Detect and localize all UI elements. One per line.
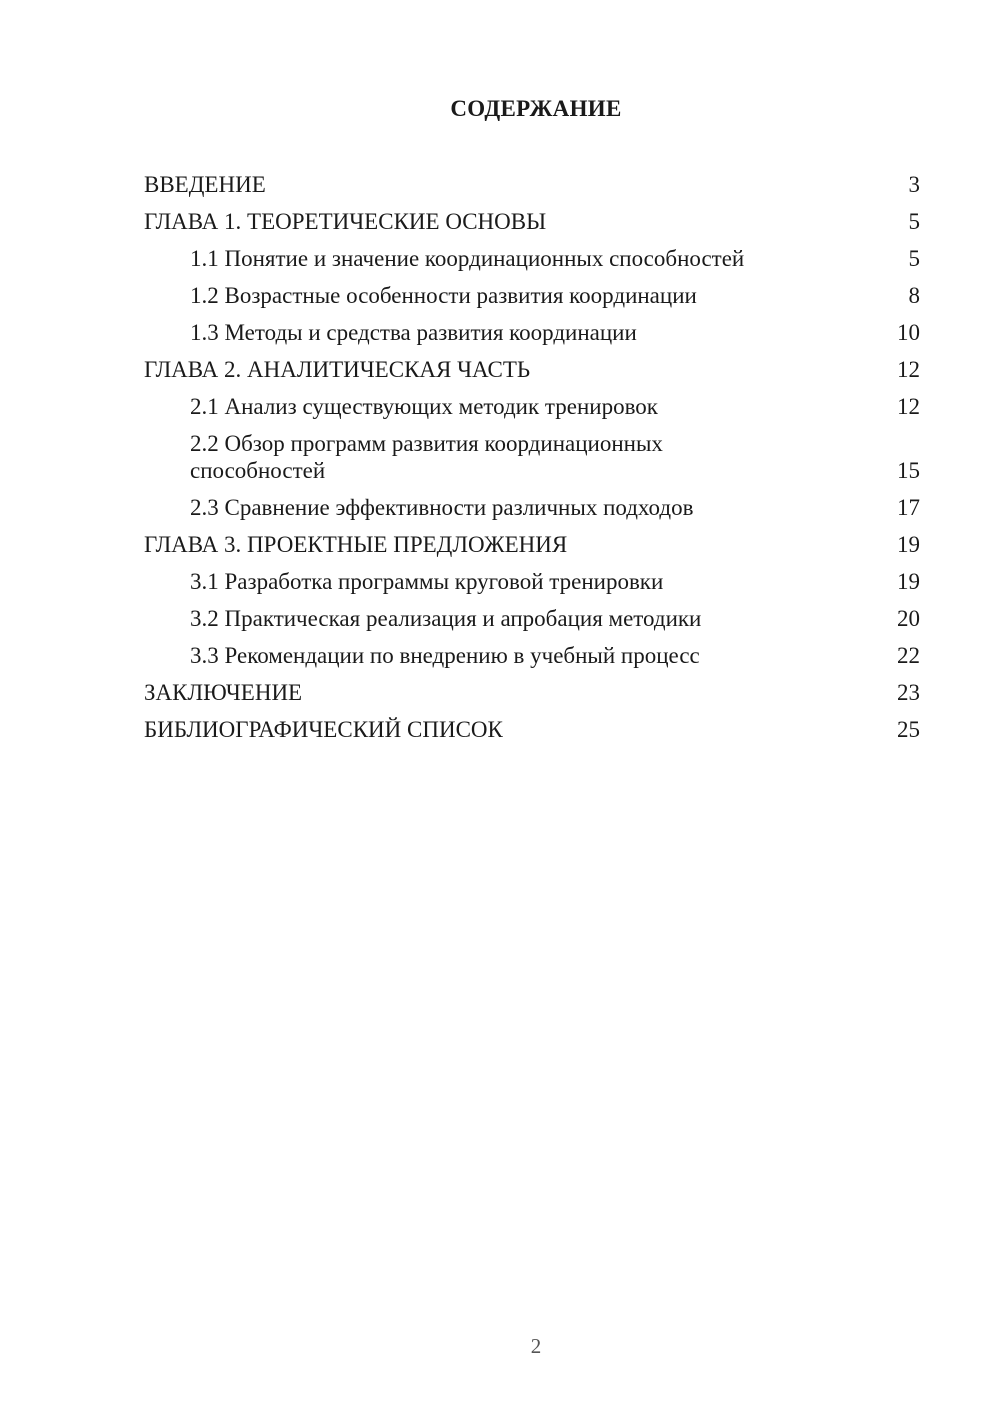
toc-entry-section-2-3[interactable]	[144, 489, 920, 526]
toc-entry-section-3-2[interactable]	[144, 600, 920, 637]
toc-entry-section-1-3[interactable]	[144, 314, 920, 351]
toc-entry-section-3-3[interactable]	[144, 637, 920, 674]
toc-entry-label: 3.1 Разработка программы круговой тренировки	[190, 569, 664, 594]
toc-entry-label: БИБЛИОГРАФИЧЕСКИЙ СПИСОК	[144, 717, 503, 742]
toc-entry-page: 23	[897, 680, 920, 705]
toc-entry-page: 12	[897, 394, 920, 419]
toc-entry-page: 12	[897, 357, 920, 382]
toc-entry-label: ГЛАВА 1. ТЕОРЕТИЧЕСКИЕ ОСНОВЫ	[144, 209, 547, 234]
toc-entry-chapter-3[interactable]	[144, 526, 920, 563]
page-title: СОДЕРЖАНИЕ	[450, 96, 622, 121]
toc-entry-label: 3.3 Рекомендации по внедрению в учебный процесс	[190, 643, 700, 668]
toc-entry-label: ЗАКЛЮЧЕНИЕ	[144, 680, 303, 705]
toc-entry-page: 25	[897, 717, 920, 742]
toc-entry-page: 5	[908, 246, 920, 271]
toc-entry-page: 17	[897, 495, 920, 520]
toc-entry-chapter-2[interactable]	[144, 351, 920, 388]
toc-entry-label: 1.1 Понятие и значение координационных способностей	[190, 246, 745, 271]
toc-entry-bibliography[interactable]	[144, 711, 920, 748]
toc-entry-label: ГЛАВА 3. ПРОЕКТНЫЕ ПРЕДЛОЖЕНИЯ	[144, 532, 568, 557]
toc-entry-page: 5	[908, 209, 920, 234]
toc-entry-section-1-1[interactable]	[144, 240, 920, 277]
toc-entry-introduction[interactable]	[144, 166, 920, 203]
toc-entry-label: 2.1 Анализ существующих методик тренировок	[190, 394, 658, 419]
toc-entry-page: 20	[897, 606, 920, 631]
toc-entry-label: ГЛАВА 2. АНАЛИТИЧЕСКАЯ ЧАСТЬ	[144, 357, 531, 382]
toc-entry-label: 1.2 Возрастные особенности развития координации	[190, 283, 697, 308]
page-number: 2	[530, 1334, 542, 1358]
toc-entry-label: ВВЕДЕНИЕ	[144, 172, 266, 197]
toc-entry-section-2-1[interactable]	[144, 388, 920, 425]
toc-entry-label: 2.2 Обзор программ развития координационных способностей	[190, 431, 663, 483]
toc-entry-page: 10	[897, 320, 920, 345]
toc-entry-section-1-2[interactable]	[144, 277, 920, 314]
toc-entry-label: 1.3 Методы и средства развития координации	[190, 320, 637, 345]
toc-entry-conclusion[interactable]	[144, 674, 920, 711]
toc-entry-section-3-1[interactable]	[144, 563, 920, 600]
toc-entry-section-2-2[interactable]	[144, 425, 920, 489]
toc-entry-page: 19	[897, 569, 920, 594]
toc-entry-page: 15	[897, 458, 920, 483]
toc-entry-page: 19	[897, 532, 920, 557]
table-of-contents	[144, 166, 920, 748]
toc-entry-page: 3	[908, 172, 920, 197]
toc-entry-page: 8	[908, 283, 920, 308]
toc-entry-page: 22	[897, 643, 920, 668]
toc-entry-label: 3.2 Практическая реализация и апробация методики	[190, 606, 702, 631]
toc-entry-label: 2.3 Сравнение эффективности различных подходов	[190, 495, 694, 520]
toc-entry-chapter-1[interactable]	[144, 203, 920, 240]
